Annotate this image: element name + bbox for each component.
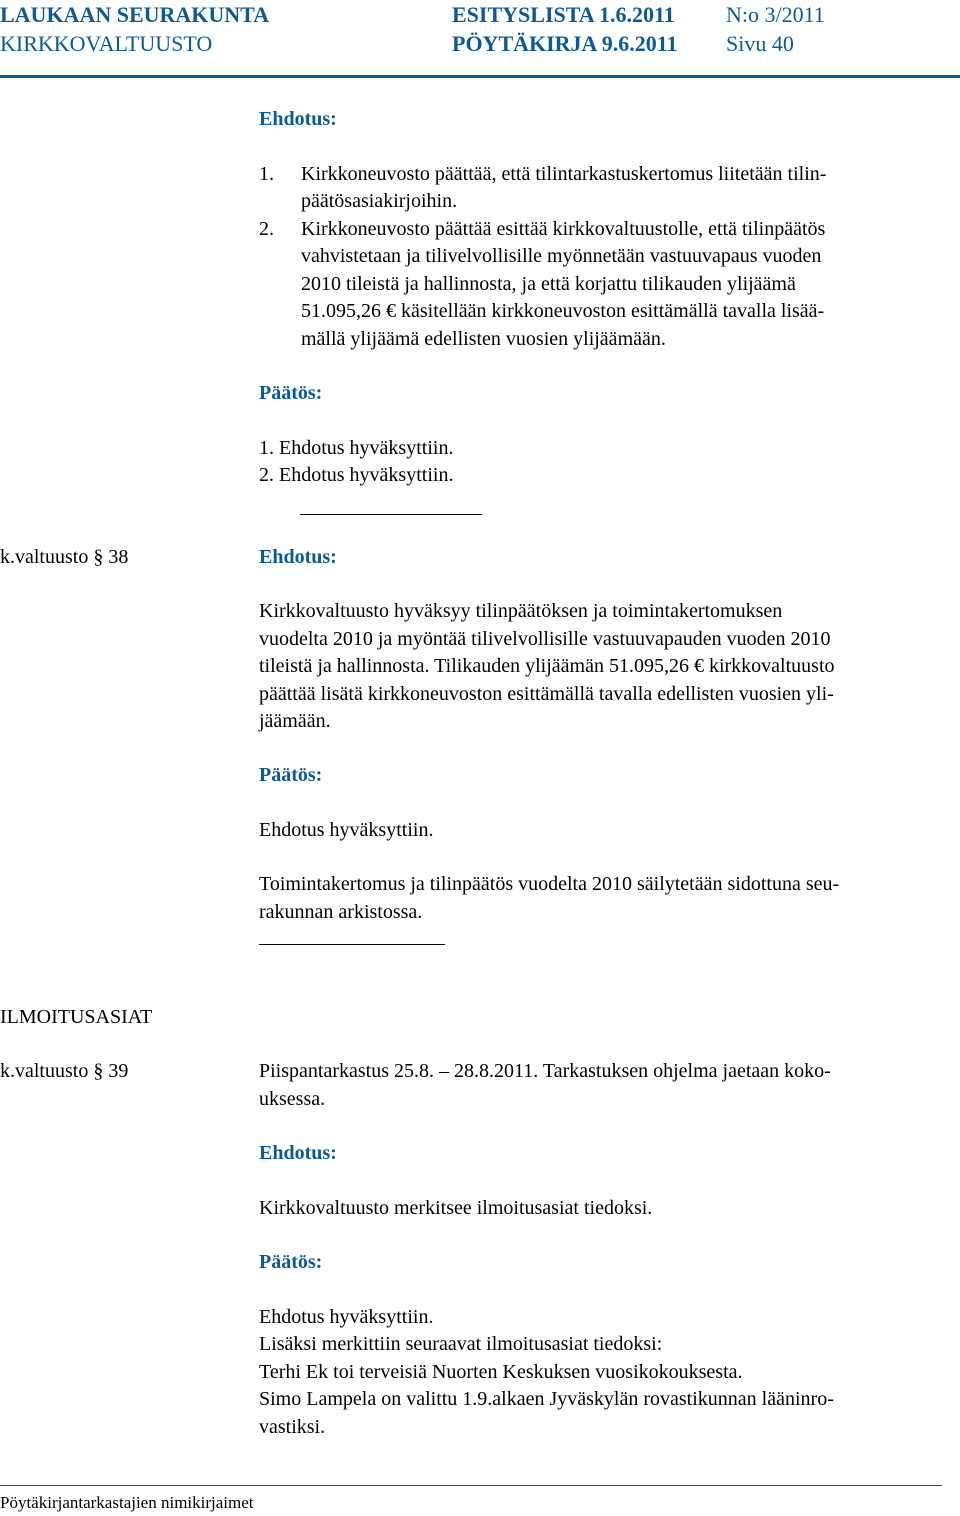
decision-line: vastiksi. (259, 1416, 326, 1438)
item-text-line: päätösasiakirjoihin. (301, 190, 458, 212)
proposal-line: jäämään. (259, 710, 331, 732)
item-text-line: mällä ylijäämä edellisten vuosien ylijäämään. (301, 328, 666, 350)
item-text-line: 2010 tileistä ja hallinnosta, ja että korjattu tilikauden ylijäämä (301, 273, 796, 295)
header-page: Sivu 40 (726, 31, 794, 56)
item-text-line: vahvistetaan ja tilivelvollisille myönnetään vastuuvapaus vuoden (301, 245, 822, 267)
topic-line: uksessa. (259, 1088, 326, 1110)
section-divider (259, 944, 445, 945)
item-number: 1. (259, 163, 274, 185)
decision-line: Ehdotus hyväksyttiin. (259, 1306, 434, 1328)
proposal-line: päättää lisätä kirkkoneuvoston esittämällä tavalla edellisten vuosien yli- (259, 683, 834, 705)
decision-line: Simo Lampela on valittu 1.9.alkaen Jyväskylän rovastikunnan lääninro- (259, 1388, 834, 1410)
proposal-line: tileistä ja hallinnosta. Tilikauden ylijäämän 51.095,26 € kirkkovaltuusto (259, 655, 835, 677)
proposal-line: Kirkkovaltuusto merkitsee ilmoitusasiat tiedoksi. (259, 1197, 653, 1219)
note-line: Toimintakertomus ja tilinpäätös vuodelta 2010 säilytetään sidottuna seu- (259, 873, 840, 895)
proposal-heading: Ehdotus: (259, 546, 337, 568)
header-number: N:o 3/2011 (726, 2, 825, 27)
item-number: 2. (259, 218, 274, 240)
decision-heading: Päätös: (259, 764, 323, 786)
header-divider (0, 75, 960, 78)
decision-line: 2. Ehdotus hyväksyttiin. (259, 464, 454, 486)
item-text-line: Kirkkoneuvosto päättää, että tilintarkastuskertomus liitetään tilin- (301, 163, 827, 185)
section-ref: k.valtuusto § 39 (0, 1060, 129, 1082)
decision-line: Ehdotus hyväksyttiin. (259, 819, 434, 841)
header-minutes: PÖYTÄKIRJA 9.6.2011 (452, 31, 678, 56)
decision-line: Terhi Ek toi terveisiä Nuorten Keskuksen vuosikokouksesta. (259, 1361, 743, 1383)
proposal-heading: Ehdotus: (259, 108, 337, 130)
topic-line: Piispantarkastus 25.8. – 28.8.2011. Tarkastuksen ohjelma jaetaan koko- (259, 1060, 831, 1082)
header-org: LAUKAAN SEURAKUNTA (0, 2, 270, 27)
footer-signatures: Pöytäkirjantarkastajien nimikirjaimet (0, 1493, 254, 1512)
proposal-heading: Ehdotus: (259, 1142, 337, 1164)
header-body: KIRKKOVALTUUSTO (0, 31, 213, 56)
note-line: rakunnan arkistossa. (259, 901, 423, 923)
section-divider (300, 514, 482, 515)
decision-line: Lisäksi merkittiin seuraavat ilmoitusasiat tiedoksi: (259, 1333, 663, 1355)
announcements-heading: ILMOITUSASIAT (0, 1006, 153, 1028)
decision-heading: Päätös: (259, 1251, 323, 1273)
item-text-line: 51.095,26 € käsitellään kirkkoneuvoston esittämällä tavalla lisää- (301, 300, 825, 322)
section-ref: k.valtuusto § 38 (0, 546, 129, 568)
footer-divider (0, 1485, 942, 1486)
item-text-line: Kirkkoneuvosto päättää esittää kirkkovaltuustolle, että tilinpäätös (301, 218, 826, 240)
decision-heading: Päätös: (259, 382, 323, 404)
proposal-line: Kirkkovaltuusto hyväksyy tilinpäätöksen ja toimintakertomuksen (259, 600, 783, 622)
page-header (0, 0, 960, 74)
header-agenda: ESITYSLISTA 1.6.2011 (452, 2, 675, 27)
proposal-line: vuodelta 2010 ja myöntää tilivelvollisille vastuuvapauden vuoden 2010 (259, 628, 831, 650)
decision-line: 1. Ehdotus hyväksyttiin. (259, 437, 454, 459)
